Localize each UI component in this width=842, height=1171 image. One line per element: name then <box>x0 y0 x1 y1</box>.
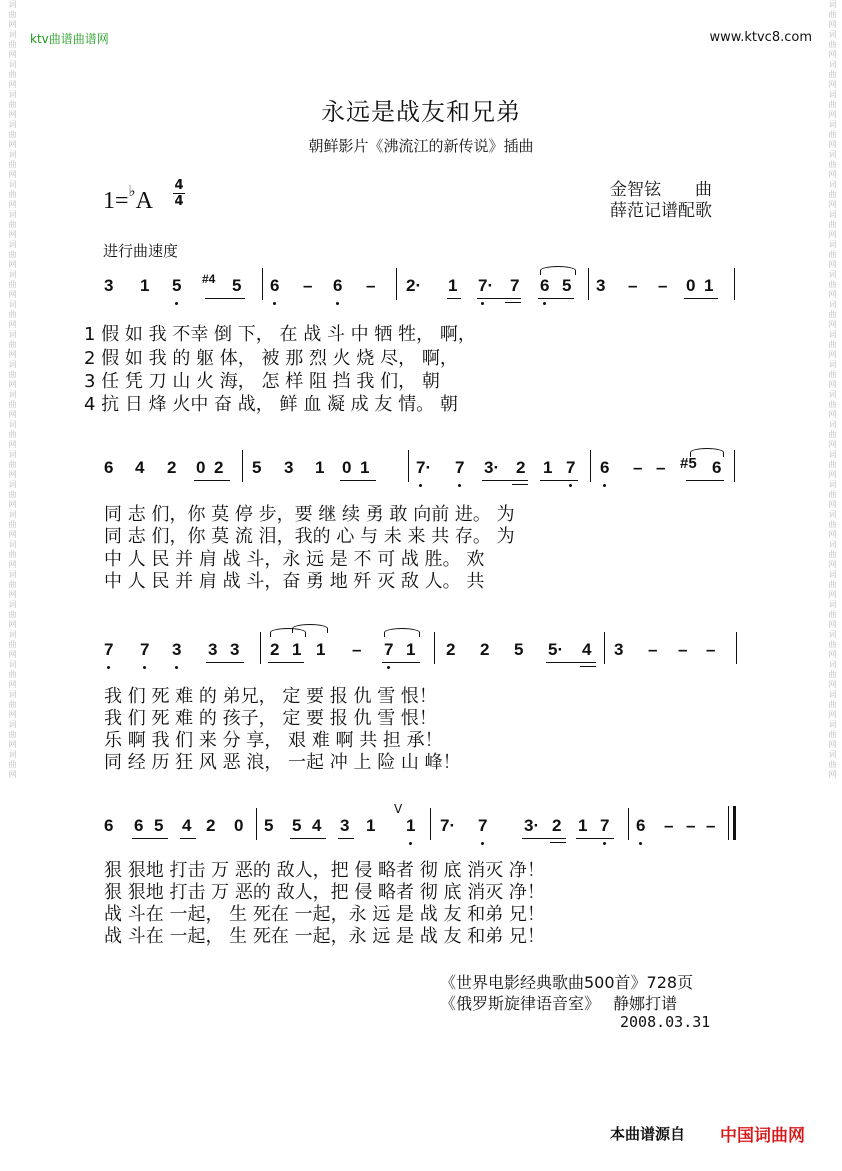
source-book: 《世界电影经典歌曲500首》728页 <box>440 973 694 992</box>
tempo-marking: 进行曲速度 <box>103 242 179 260</box>
note: 7 <box>455 458 465 477</box>
note: 6 <box>636 816 646 835</box>
lyric-line: 我 们 死 难 的 孩子， 定 要 报 仇 雪 恨！ <box>104 708 437 729</box>
song-title: 永远是战友和兄弟 <box>321 98 521 126</box>
edge-watermark-right: 词曲网词曲网词曲网词曲网词曲网词曲网词曲网词曲网词曲网词曲网词曲网词曲网词曲网词曲网词曲网词曲网词曲网词曲网词曲网词曲网词曲网词曲网词曲网词曲网词曲网词曲网 <box>828 0 837 780</box>
time-bottom: 4 <box>174 194 184 209</box>
credit-music: 金智铉 曲 <box>610 180 712 200</box>
note: 4 <box>135 458 145 477</box>
dash: – <box>706 816 716 835</box>
flat-sign-icon: ♭ <box>128 184 136 200</box>
note: 5 <box>172 276 182 295</box>
note: 5 <box>562 276 572 295</box>
dash: – <box>648 640 658 659</box>
dash: – <box>366 276 376 295</box>
site-logo-left[interactable]: ktv曲谱曲谱网 <box>30 32 109 46</box>
note: 1 <box>406 640 416 659</box>
sharp-note: #4 <box>202 272 216 286</box>
note: 6 <box>134 816 144 835</box>
dash: – <box>352 640 362 659</box>
note: 2 <box>516 458 526 477</box>
lyric-line: 3 任 凭 刀 山 火 海， 怎 样 阻 挡 我 们， 朝 <box>84 371 440 392</box>
key-signature <box>103 182 153 215</box>
note: 3 <box>172 640 182 659</box>
dash: – <box>628 276 638 295</box>
note: 6 <box>104 458 114 477</box>
note: 3 <box>230 640 240 659</box>
time-top: 4 <box>174 178 184 193</box>
lyric-line: 我 们 死 难 的 弟兄， 定 要 报 仇 雪 恨！ <box>104 686 437 707</box>
edge-watermark-left: 词曲网词曲网词曲网词曲网词曲网词曲网词曲网词曲网词曲网词曲网词曲网词曲网词曲网词曲网词曲网词曲网词曲网词曲网词曲网词曲网词曲网词曲网词曲网词曲网词曲网词曲网 <box>8 0 17 780</box>
footer-label: 本曲谱源自 <box>610 1125 686 1143</box>
lyric-line: 中 人 民 并 肩 战 斗，永 远 是 不 可 战 胜。 欢 <box>104 549 485 570</box>
lyric-line: 乐 啊 我 们 来 分 享， 艰 难 啊 共 担 承！ <box>104 730 443 751</box>
note: 6 <box>333 276 343 295</box>
lyric-line: 1 假 如 我 不幸 倒 下， 在 战 斗 中 牺 牲， 啊， <box>84 324 476 345</box>
note: 7· <box>478 276 494 295</box>
note: 6 <box>104 816 114 835</box>
dash: – <box>678 640 688 659</box>
lyric-line: 同 经 历 狂 风 恶 浪， 一起 冲 上 险 山 峰！ <box>104 752 461 773</box>
dash: – <box>658 276 668 295</box>
note: 2 <box>270 640 280 659</box>
lyric-line: 同 志 们，你 莫 流 泪，我的 心 与 未 来 共 存。 为 <box>104 526 515 547</box>
note: 1 <box>406 816 416 835</box>
time-signature <box>172 178 186 209</box>
breath-mark-icon: V <box>394 802 403 816</box>
note: 7· <box>440 816 456 835</box>
sharp-note: #5 <box>680 455 697 472</box>
note: 1 <box>292 640 302 659</box>
note: 0 <box>234 816 244 835</box>
note: 1 <box>360 458 370 477</box>
note: 7 <box>104 640 114 659</box>
note: 3· <box>484 458 500 477</box>
note: 3 <box>284 458 294 477</box>
note: 2 <box>214 458 224 477</box>
note: 2 <box>167 458 177 477</box>
song-subtitle: 朝鲜影片《沸流江的新传说》插曲 <box>308 137 534 155</box>
note: 4 <box>582 640 592 659</box>
site-url-right[interactable]: www.ktvc8.com <box>709 30 812 45</box>
note: 5 <box>154 816 164 835</box>
lyric-line: 2 假 如 我 的 躯 体， 被 那 烈 火 烧 尽， 啊， <box>84 348 458 369</box>
lyric-line: 狠 狠地 打击 万 恶的 敌人，把 侵 略者 彻 底 消灭 净！ <box>104 860 545 881</box>
note: 3 <box>340 816 350 835</box>
dash: – <box>656 458 666 477</box>
note: 1 <box>704 276 714 295</box>
key-note: A <box>135 188 153 214</box>
note: 1 <box>543 458 553 477</box>
note: 1 <box>140 276 150 295</box>
note: 2 <box>480 640 490 659</box>
dash: – <box>686 816 696 835</box>
note: 1 <box>578 816 588 835</box>
note: 5 <box>252 458 262 477</box>
dash: – <box>706 640 716 659</box>
lyric-line: 战 斗在 一起， 生 死在 一起，永 远 是 战 友 和弟 兄！ <box>104 904 545 925</box>
note: 1 <box>366 816 376 835</box>
dash: – <box>303 276 313 295</box>
note: 7· <box>416 458 432 477</box>
note: 4 <box>182 816 192 835</box>
lyric-line: 战 斗在 一起， 生 死在 一起，永 远 是 战 友 和弟 兄！ <box>104 926 545 947</box>
lyric-line: 狠 狠地 打击 万 恶的 敌人，把 侵 略者 彻 底 消灭 净！ <box>104 882 545 903</box>
note: 6 <box>540 276 550 295</box>
note: 2 <box>552 816 562 835</box>
lyric-line: 4 抗 日 烽 火中 奋 战， 鲜 血 凝 成 友 情。 朝 <box>84 394 458 415</box>
note: 5 <box>514 640 524 659</box>
note: 0 <box>196 458 206 477</box>
note: 5 <box>264 816 274 835</box>
note: 2 <box>206 816 216 835</box>
note: 4 <box>312 816 322 835</box>
note: 3 <box>208 640 218 659</box>
source-date: 2008.03.31 <box>620 1013 711 1031</box>
source-transcriber: 《俄罗斯旋律语音室》 静娜打谱 <box>440 994 678 1013</box>
note: 1 <box>316 640 326 659</box>
note: 6 <box>600 458 610 477</box>
note: 3 <box>596 276 606 295</box>
note: 5· <box>548 640 564 659</box>
note: 0 <box>342 458 352 477</box>
note: 3 <box>614 640 624 659</box>
note: 7 <box>600 816 610 835</box>
lyric-line: 同 志 们，你 莫 停 步，要 继 续 勇 敢 向前 进。 为 <box>104 504 515 525</box>
dash: – <box>664 816 674 835</box>
note: 6 <box>270 276 280 295</box>
note: 0 <box>686 276 696 295</box>
note: 7 <box>478 816 488 835</box>
dash: – <box>633 458 643 477</box>
note: 7 <box>566 458 576 477</box>
key-prefix: 1= <box>103 188 129 214</box>
note: 2 <box>446 640 456 659</box>
note: 1 <box>315 458 325 477</box>
note: 3· <box>524 816 540 835</box>
note: 2· <box>406 276 422 295</box>
note: 7 <box>384 640 394 659</box>
note: 6 <box>712 458 722 477</box>
note: 5 <box>292 816 302 835</box>
footer-site-link[interactable]: 中国词曲网 <box>720 1126 805 1146</box>
note: 1 <box>448 276 458 295</box>
note: 7 <box>510 276 520 295</box>
note: 3 <box>104 276 114 295</box>
note: 7 <box>140 640 150 659</box>
credit-lyrics: 薛范记谱配歌 <box>610 201 712 221</box>
note: 5 <box>232 276 242 295</box>
lyric-line: 中 人 民 并 肩 战 斗，奋 勇 地 歼 灭 敌 人。 共 <box>104 571 485 592</box>
